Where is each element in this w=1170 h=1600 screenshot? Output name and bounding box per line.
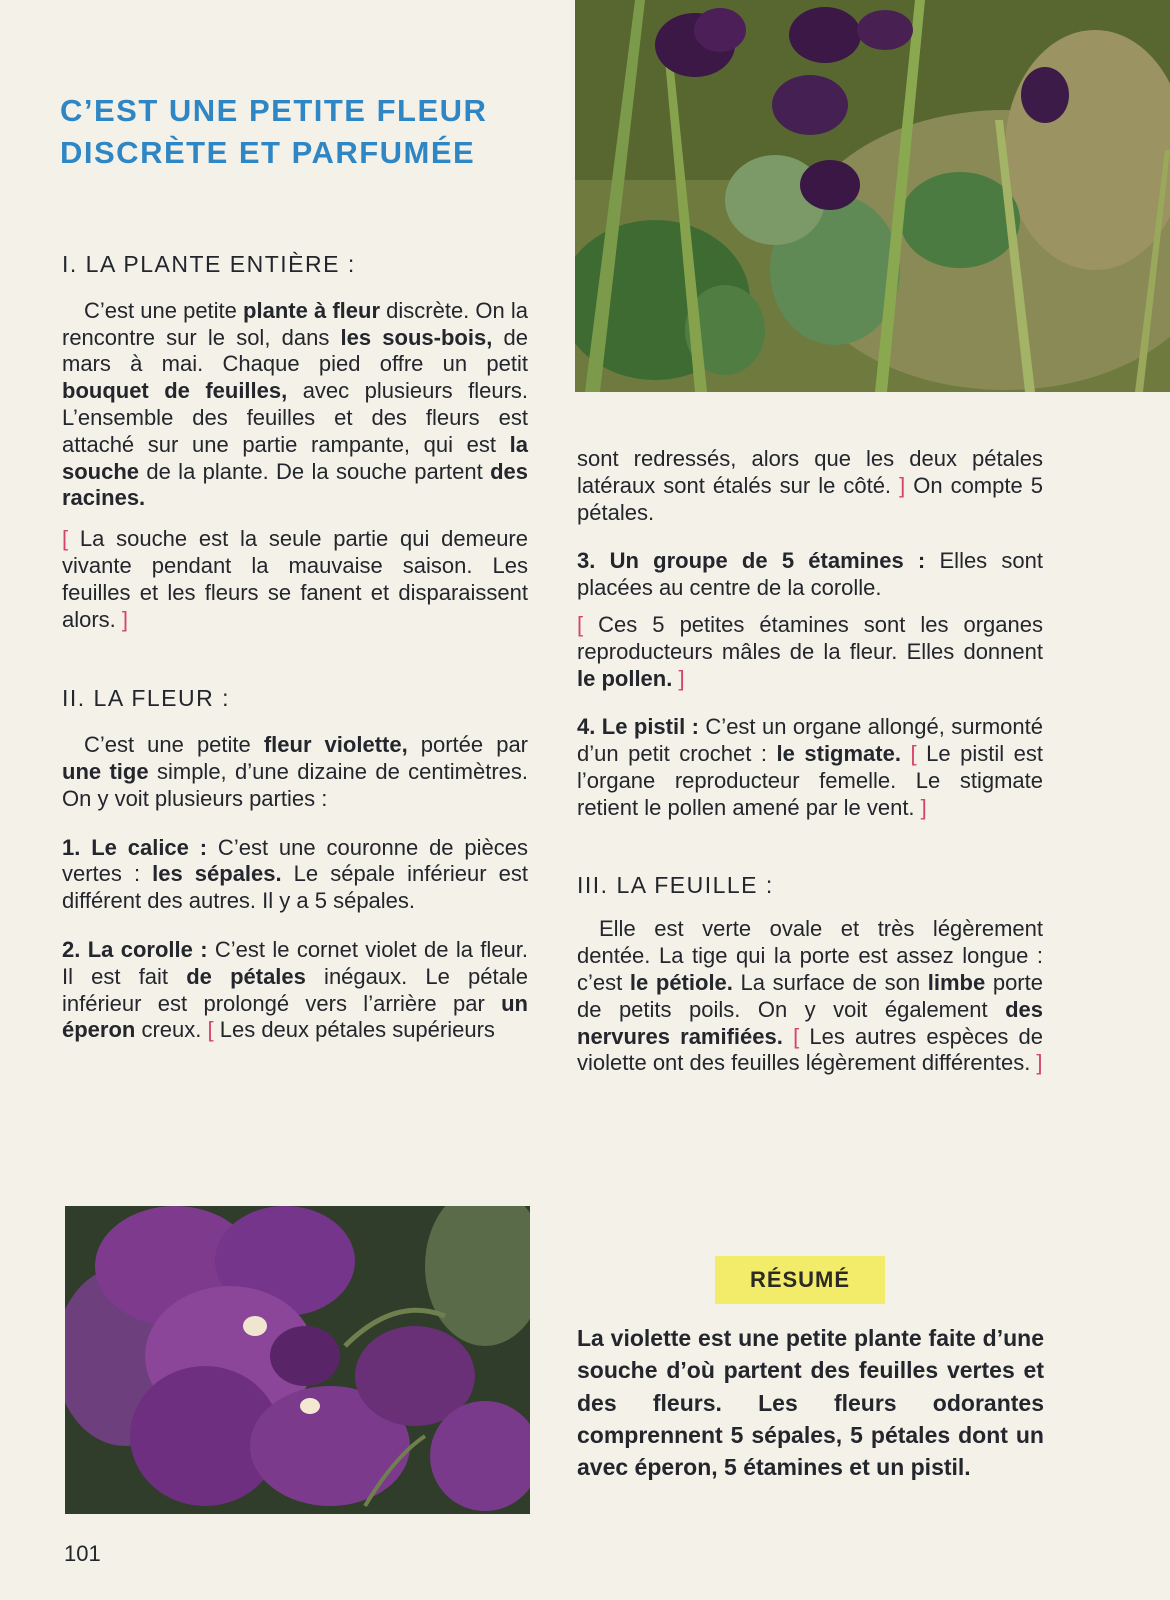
note-etamines: [ Ces 5 petites étamines sont les organes reproducteurs mâles de la fleur. Elles donnent le pollen. ]: [577, 611, 1043, 691]
bracket-close: ]: [920, 794, 927, 820]
bracket-close: ]: [121, 606, 129, 632]
paragraph-etamines: 3. Un groupe de 5 étamines : Elles sont placées au centre de la corolle.: [577, 548, 1044, 601]
paragraph-calice: 1. Le calice : C’est une couronne de pièces vertes : les sépales. Le sépale inférieur est différent des autres. Il y a 5 sépales.: [62, 834, 528, 914]
bracket-open: [: [62, 526, 69, 552]
note-souche: [ La souche est la seule partie qui demeure vivante pendant la mauvaise saison. Les feuilles et les fleurs se fanent et disparaissent alors. ]: [62, 526, 528, 632]
bracket-open: [: [910, 741, 917, 767]
bracket-open: [: [207, 1017, 214, 1043]
bracket-open: [: [577, 611, 584, 637]
right-column: [577, 446, 1043, 1077]
paragraph-plante-entiere: C’est une petite plante à fleur discrète. On la rencontre sur le sol, dans les sous-bois, de mars à mai. Chaque pied offre un petit bouquet de feuilles, avec plusieurs fleurs. L’ensemble des feuilles et des fleurs est attaché sur une partie rampante, qui est la souche de la plante. De la souche partent des racines.: [62, 297, 529, 511]
bracket-close: ]: [1036, 1050, 1043, 1076]
title-line-1: C’EST UNE PETITE FLEUR: [60, 93, 488, 128]
section-heading-fleur: II. LA FLEUR :: [62, 685, 230, 712]
paragraph-fleur-intro: C’est une petite fleur violette, portée par une tige simple, d’une dizaine de centimètres. On y voit plusieurs parties :: [62, 732, 529, 811]
bracket-open: [: [793, 1023, 800, 1049]
bracket-close: ]: [678, 665, 685, 691]
page-title: [60, 90, 560, 174]
section-heading-feuille: III. LA FEUILLE :: [577, 871, 774, 898]
left-column: [62, 251, 528, 1044]
paragraph-corolle-continued: sont redressés, alors que les deux pétales latéraux sont étalés sur le côté. ] On compte 5 pétales.: [577, 446, 1043, 525]
section-heading-plante: I. LA PLANTE ENTIÈRE :: [62, 251, 356, 277]
paragraph-corolle: 2. La corolle : C’est le cornet violet de la fleur. Il est fait de pétales inégaux. Le pétale inférieur est prolongé vers l’arrière par un éperon creux. [ Les deux pétales supérieurs: [62, 936, 528, 1043]
paragraph-feuille: Elle est verte ovale et très légèrement dentée. La tige qui la porte est assez longue : c’est le pétiole. La surface de son limbe porte de petits poils. On y voit également des nervures ramifiées. [ Les autres espèces de violette ont des feuilles légèrement différentes. ]: [577, 916, 1044, 1076]
paragraph-pistil: 4. Le pistil : C’est un organe allongé, surmonté d’un petit crochet : le stigmate. [ Le pistil est l’organe reproducteur femelle. Le stigmate retient le pollen amené par le vent. ]: [577, 714, 1044, 820]
photo-violets-in-grass: [575, 0, 1170, 392]
bracket-close: ]: [899, 472, 906, 498]
resume-badge: RÉSUMÉ: [715, 1256, 885, 1304]
photo-violet-flowers-closeup: [65, 1206, 530, 1514]
title-line-2: DISCRÈTE ET PARFUMÉE: [60, 135, 476, 170]
resume-text: La violette est une petite plante faite d’une souche d’où partent des feuilles vertes et des fleurs. Les fleurs odorantes comprennent 5 sépales, 5 pétales dont un avec éperon, 5 étamines et un pistil.: [577, 1325, 1044, 1481]
page-number: 101: [64, 1541, 101, 1566]
